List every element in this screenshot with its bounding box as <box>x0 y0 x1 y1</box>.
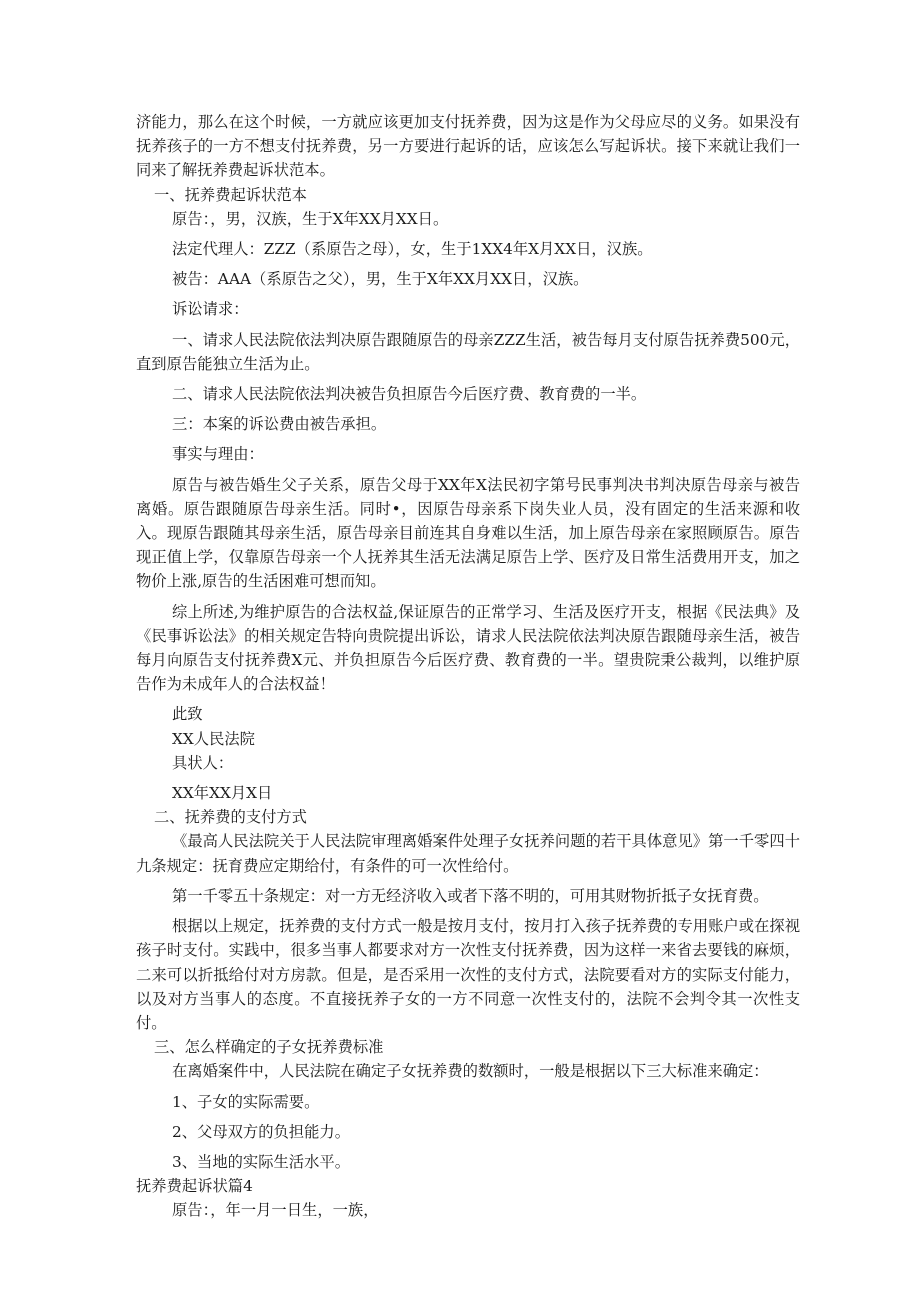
signer-label: 具状人： <box>172 753 234 772</box>
section-heading-3: 三、怎么样确定的子女抚养费标准 <box>154 1038 384 1057</box>
facts-label: 事实与理由： <box>172 445 264 464</box>
conclusion-paragraph: 综上所述,为维护原告的合法权益,保证原告的正常学习、生活及医疗开支，根据《民法典》及《民事诉讼法》的相关规定告特向贵院提出诉讼，请求人民法院依法判决原告跟随母亲生活，被告每月向原告支付抚养费X元、并负担原告今后医疗费、教育费的一半。望贵院秉公裁判，以维护原告作为未成年人的合法权益！ <box>136 602 800 694</box>
section-heading-2: 二、抚养费的支付方式 <box>154 808 307 827</box>
facts-paragraph: 原告与被告婚生父子关系，原告父母于XX年X法民初字第号民事判决书判决原告母亲与被告离婚。原告跟随原告母亲生活。同时•，因原告母亲系下岗失业人员，没有固定的生活来源和收入。现原告跟随其母亲生活，原告母亲目前连其自身难以生活，加上原告母亲在家照顾原告。原告现正值上学，仅靠原告母亲一个人抚养其生活无法满足原告上学、医疗及日常生活费用开支，加之物价上涨,原告的生活困难可想而知。 <box>136 475 800 591</box>
legal-representative-line: 法定代理人：ZZZ（系原告之母），女，生于1XX4年X月XX日，汉族。 <box>172 240 653 259</box>
section-heading-1: 一、抚养费起诉状范本 <box>154 185 307 204</box>
intro-paragraph: 济能力，那么在这个时候，一方就应该更加支付抚养费，因为这是作为父母应尽的义务。如果没有抚养孩子的一方不想支付抚养费，另一方要进行起诉的话，应该怎么写起诉状。接下来就让我们一同来了解抚养费起诉状范本。 <box>136 113 800 180</box>
defendant-line: 被告：AAA（系原告之父），男，生于X年XX月XX日，汉族。 <box>172 270 589 289</box>
payment-rule-1: 《最高人民法院关于人民法院审理离婚案件处理子女抚养问题的若干具体意见》第一千零四十九条规定：抚育费应定期给付，有条件的可一次性给付。 <box>136 832 800 875</box>
plaintiff-line-2: 原告：，年一月一日生，一族， <box>172 1201 379 1220</box>
claim-item-3: 三：本案的诉讼费由被告承担。 <box>172 415 387 434</box>
payment-rule-2: 第一千零五十条规定：对一方无经济收入或者下落不明的，可用其财物折抵子女抚育费。 <box>172 886 769 905</box>
section-heading-4: 抚养费起诉状篇4 <box>136 1177 253 1196</box>
court-name: XX人民法院 <box>172 729 255 748</box>
standard-item-1: 1、子女的实际需要。 <box>172 1092 320 1111</box>
salutation: 此致 <box>172 705 203 724</box>
document-page <box>136 110 800 1223</box>
claim-item-2: 二、请求人民法院依法判决被告负担原告今后医疗费、教育费的一半。 <box>172 385 647 404</box>
claim-item-1: 一、请求人民法院依法判决原告跟随原告的母亲ZZZ生活，被告每月支付原告抚养费500元，直到原告能独立生活为止。 <box>136 330 800 373</box>
standard-intro: 在离婚案件中，人民法院在确定子女抚养费的数额时，一般是根据以下三大标准来确定： <box>172 1062 769 1081</box>
claims-label: 诉讼请求： <box>172 300 249 319</box>
standard-item-3: 3、当地的实际生活水平。 <box>172 1152 350 1171</box>
plaintiff-line: 原告：，男，汉族，生于X年XX月XX日。 <box>172 209 449 228</box>
sign-date: XX年XX月X日 <box>172 784 273 803</box>
payment-explanation: 根据以上规定，抚养费的支付方式一般是按月支付，按月打入孩子抚养费的专用账户或在探视孩子时支付。实践中，很多当事人都要求对方一次性支付抚养费，因为这样一来省去要钱的麻烦，二来可以折抵给付对方房款。但是，是否采用一次性的支付方式，法院要看对方的实际支付能力，以及对方当事人的态度。不直接抚养子女的一方不同意一次性支付的，法院不会判令其一次性支付。 <box>136 917 800 1032</box>
standard-item-2: 2、父母双方的负担能力。 <box>172 1122 350 1141</box>
